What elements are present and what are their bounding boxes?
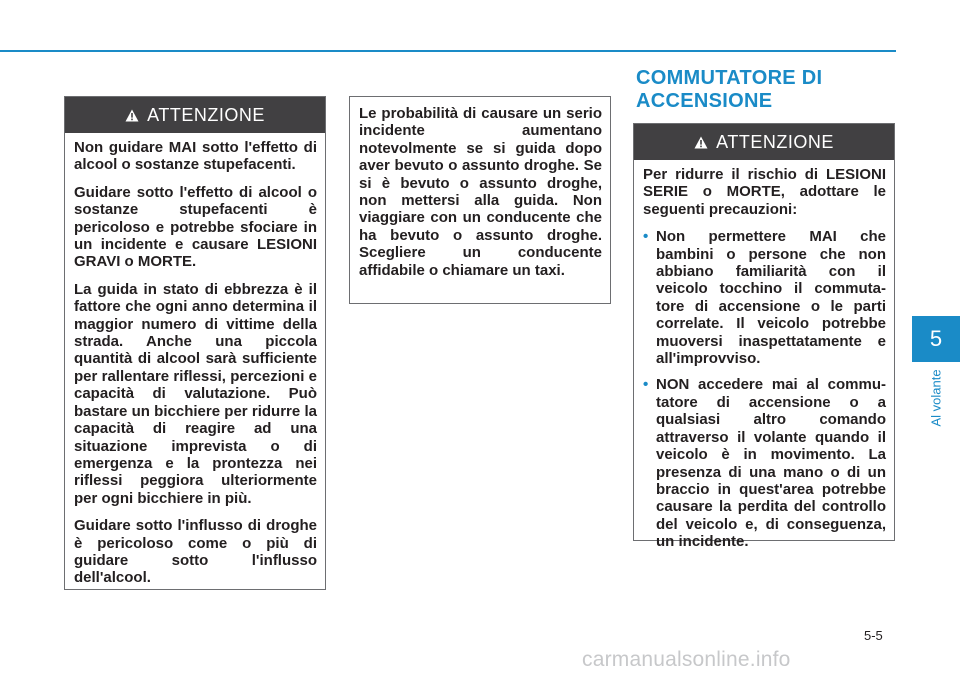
warning-bullet: • Non permettere MAI che bambini o persone che non abbiano familiarità con il veicolo tocchino il commuta-tore di accensione o le parti correlate. Il veicolo potrebbe muoversi inaspettatamente e all'improvviso. [643, 228, 886, 367]
warning-bullet-list [643, 228, 886, 550]
warning-paragraph: Non guidare MAI sotto l'effetto di alcool o sostanze stupefacenti. [74, 139, 317, 174]
warning-title: ATTENZIONE [716, 131, 834, 152]
warning-paragraph: La guida in stato di ebbrezza è il fattore che ogni anno determina il maggior numero di vittime della strada. Anche una piccola quantità di alcool sarà sufficiente per rallentare riflessi, percezioni e capacità di valutazione. Può bastare un bicchiere per ridurre la capacità di reagire ad una situazione imprevista o di emergenza e la prontezza nei riflessi peggiora ulteriormente per ogni bicchiere in più. [74, 280, 317, 507]
warning-triangle-icon [125, 109, 139, 122]
warning-body [634, 160, 894, 559]
warning-title: ATTENZIONE [147, 104, 265, 125]
warning-header [634, 124, 894, 160]
warning-bullet: • NON accedere mai al commu-tatore di accensione o a qualsiasi altro comando attraverso il volante quando il veicolo è in movimento. La presenza di una mano o di un braccio in quest'area potrebbe causare la perdita del controllo del veicolo e, di conseguenza, un incidente. [643, 376, 886, 550]
top-rule [0, 50, 896, 52]
section-title [636, 67, 822, 113]
warning-paragraph: Guidare sotto l'effetto di alcool o sostanze stupefacenti è pericoloso e potrebbe sfociare in un incidente e causare LESIONI GRAVI o MORTE. [74, 183, 317, 271]
warning-header [65, 97, 325, 133]
chapter-label: Al volante [928, 369, 944, 427]
warning-body [65, 133, 325, 595]
watermark: carmanualsonline.info [582, 648, 791, 671]
chapter-tab[interactable] [912, 316, 960, 362]
page-number: 5-5 [864, 628, 883, 643]
warning-intro: Per ridurre il rischio di LESIONI SERIE o MORTE, adottare le seguenti precauzioni: [643, 166, 886, 218]
continuation-text: Le probabilità di causare un serio incidente aumentano notevolmente se si guida dopo aver bevuto o assunto droghe. Se si è bevuto o assunto droghe, non mettersi alla guida. Non viaggiare con un conducente che ha bevuto o assunto droghe. Scegliere un conducente affidabile o chiamare un taxi. [359, 105, 602, 279]
warning-box-alcohol [64, 96, 326, 590]
warning-paragraph: Guidare sotto l'influsso di droghe è pericoloso come o più di guidare sotto l'influsso dell'alcool. [74, 517, 317, 587]
continuation-body [350, 97, 610, 287]
warning-triangle-icon [694, 136, 708, 149]
chapter-number: 5 [929, 326, 943, 351]
warning-continuation-box [349, 96, 611, 304]
section-title-line: COMMUTATORE DI [636, 67, 823, 89]
section-title-line: ACCENSIONE [636, 90, 773, 112]
warning-box-ignition [633, 123, 895, 551]
